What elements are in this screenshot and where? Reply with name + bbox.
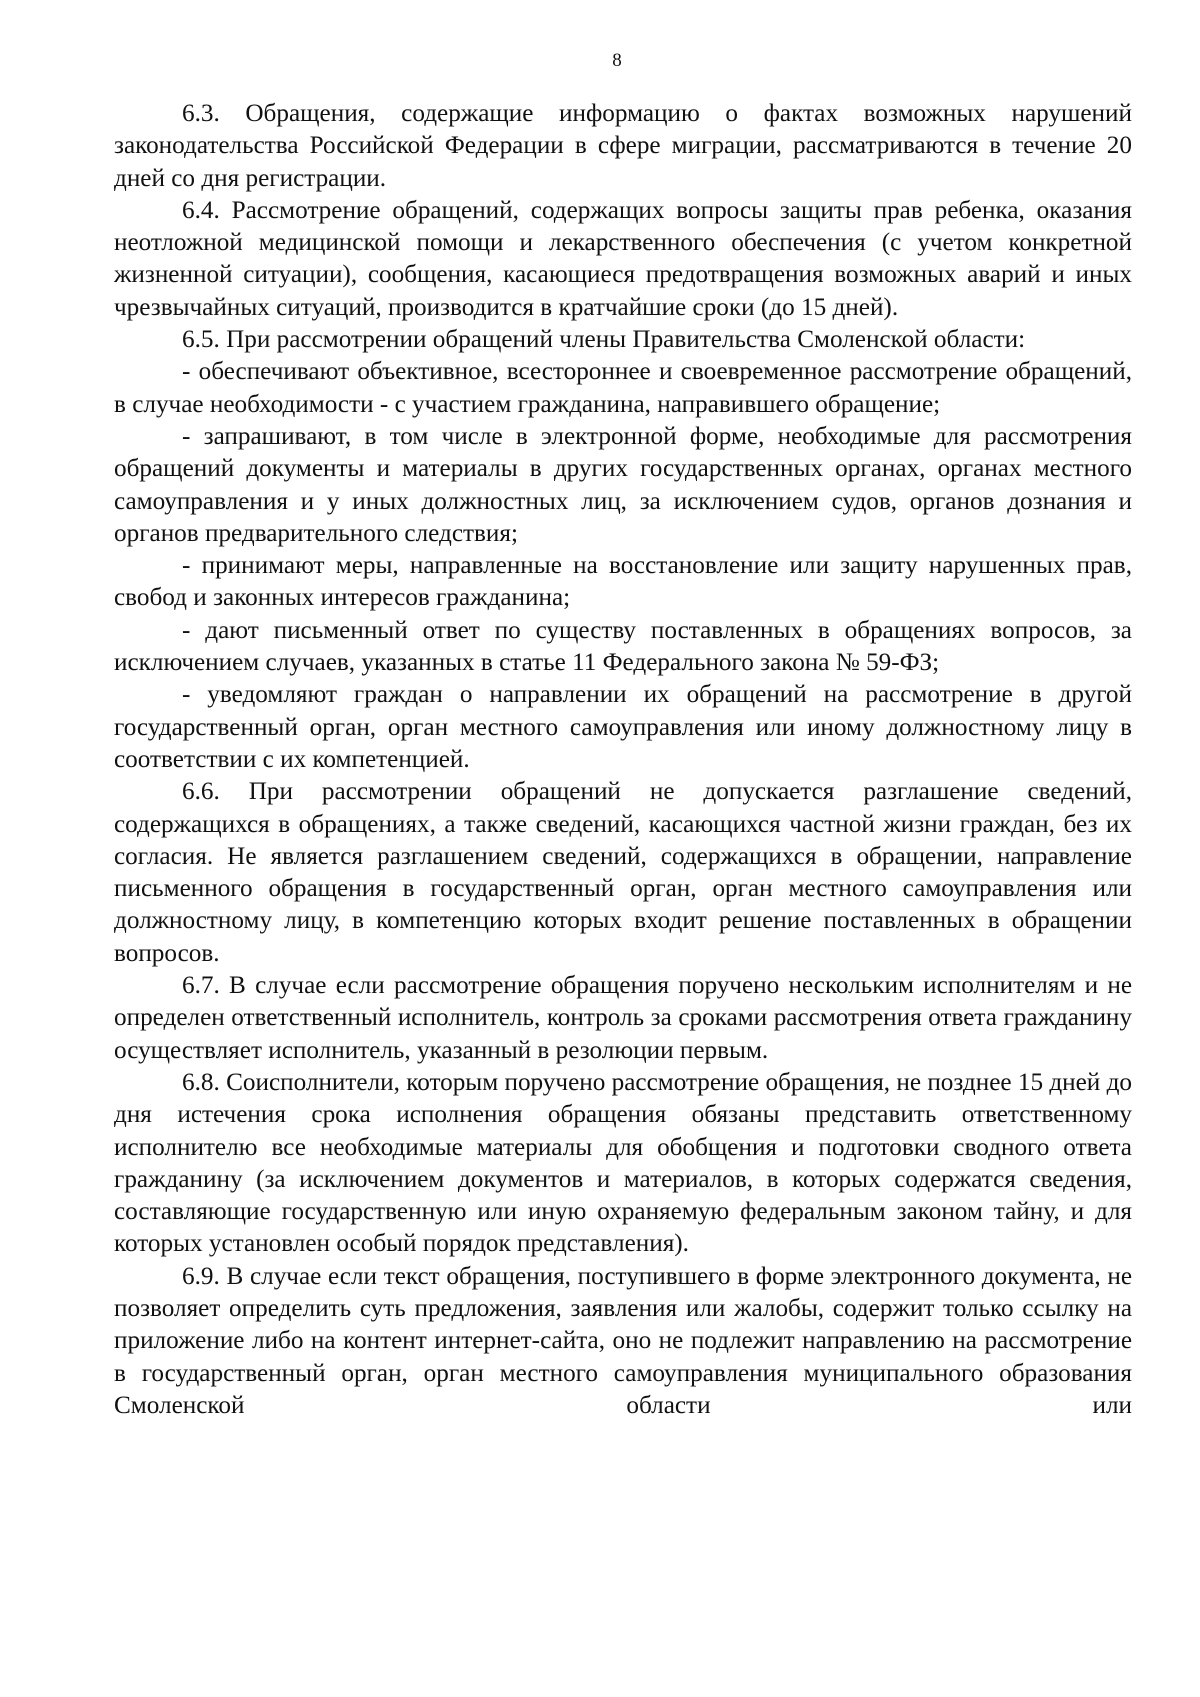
paragraph-6-8: 6.8. Соисполнители, которым поручено рассмотрение обращения, не позднее 15 дней до дня истечения срока исполнения обращения обязаны представить ответственному исполнителю все необходимые материалы для обобщения и подготовки сводного ответа гражданину (за исключением документов и материалов, в которых содержатся сведения, составляющие государственную или иную охраняемую федеральным законом тайну, и для которых установлен особый порядок представления).: [114, 1068, 1132, 1258]
paragraph-6-7: 6.7. В случае если рассмотрение обращения поручено нескольким исполнителям и не определен ответственный исполнитель, контроль за сроками рассмотрения ответа гражданину осуществляет исполнитель, указанный в резолюции первым.: [114, 972, 1132, 1064]
list-item-request-documents: - запрашивают, в том числе в электронной форме, необходимые для рассмотрения обращений документы и материалы в других государственных органах, органах местного самоуправления и у иных должностных лиц, за исключением судов, органов дознания и органов предварительного следствия;: [114, 422, 1132, 547]
paragraph-6-5: 6.5. При рассмотрении обращений члены Правительства Смоленской области:: [182, 326, 1026, 354]
list-item-notify-citizens: - уведомляют граждан о направлении их обращений на рассмотрение в другой государственный орган, орган местного самоуправления или иному должностному лицу в соответствии с их компетенцией.: [114, 681, 1132, 773]
paragraph-6-9: 6.9. В случае если текст обращения, поступившего в форме электронного документа, не позволяет определить суть предложения, заявления или жалобы, содержит только ссылку на приложение либо на контент интернет-сайта, оно не подлежит направлению на рассмотрение в государственный орган, орган местного самоуправления муниципального образования Смоленской области или: [114, 1262, 1132, 1419]
paragraph-6-4: 6.4. Рассмотрение обращений, содержащих вопросы защиты прав ребенка, оказания неотложной медицинской помощи и лекарственного обеспечения (с учетом конкретной жизненной ситуации), сообщения, касающиеся предотвращения возможных аварий и иных чрезвычайных ситуаций, производится в кратчайшие сроки (до 15 дней).: [114, 196, 1132, 321]
paragraph-6-3: 6.3. Обращения, содержащие информацию о фактах возможных нарушений законодательства Российской Федерации в сфере миграции, рассматриваются в течение 20 дней со дня регистрации.: [114, 100, 1132, 192]
paragraph-6-6: 6.6. При рассмотрении обращений не допускается разглашение сведений, содержащихся в обращениях, а также сведений, касающихся частной жизни граждан, без их согласия. Не является разглашением сведений, содержащихся в обращении, направление письменного обращения в государственный орган, орган местного самоуправления или должностному лицу, в компетенцию которых входит решение поставленных в обращении вопросов.: [114, 778, 1132, 967]
document-body: [114, 98, 1132, 1422]
page-number: 8: [612, 50, 622, 71]
list-item-ensure-review: - обеспечивают объективное, всестороннее и своевременное рассмотрение обращений, в случае необходимости - с участием гражданина, направившего обращение;: [114, 358, 1132, 418]
list-item-take-measures: - принимают меры, направленные на восстановление или защиту нарушенных прав, свобод и законных интересов гражданина;: [114, 552, 1132, 612]
list-item-written-answer: - дают письменный ответ по существу поставленных в обращениях вопросов, за исключением случаев, указанных в статье 11 Федерального закона № 59-ФЗ;: [114, 616, 1132, 677]
